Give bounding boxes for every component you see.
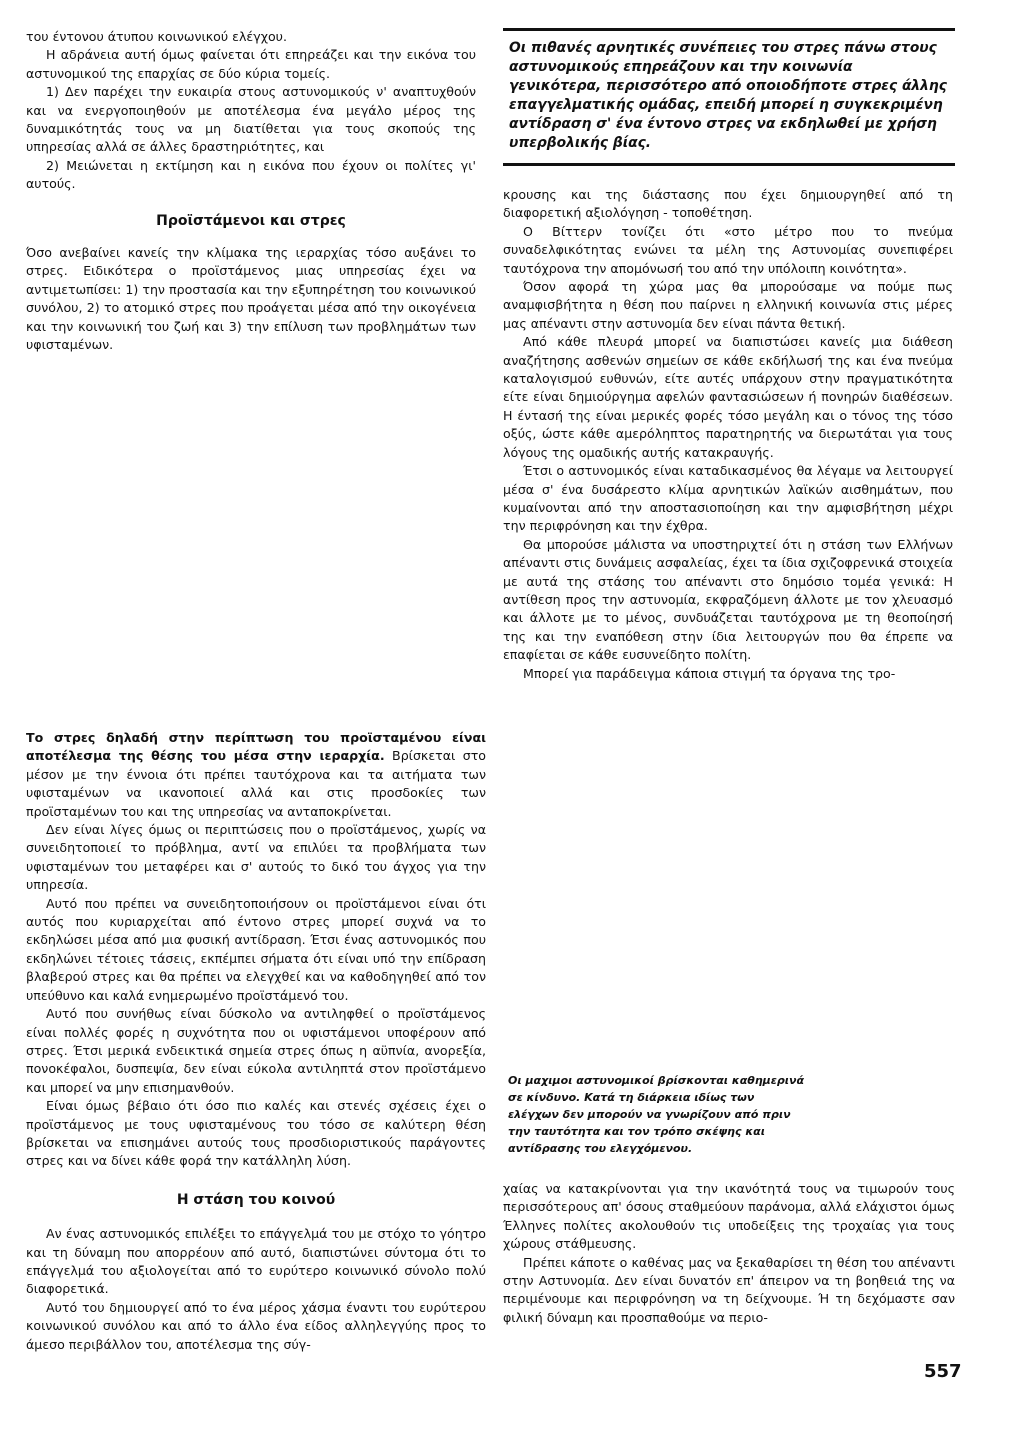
lead-in-text: Βρίσκεται στο μέσον με την έννοια ότι πρέπει ταυτόχρονα και τα αιτήματα των υφισταμένων να ικανοποιεί αλλά και στις προσδοκίες των προϊσταμένων του και της υπηρεσίας να ανταποκρίνεται. xyxy=(26,748,486,819)
column-top-right xyxy=(503,186,953,683)
paragraph: 2) Μειώνεται η εκτίμηση και η εικόνα που έχουν οι πολίτες γι' αυτούς. xyxy=(26,157,476,192)
paragraph: Αυτό που συνήθως είναι δύσκολο να αντιληφθεί ο προϊστάμενος είναι πολλές φορές η συχνότητα που οι υφιστάμενοι υποφέρουν από στρες. Έτσι μερικά ενδεικτικά σημεία στρες όπως η αϋπνία, ανορεξία, πονοκέφαλοι, δυσπεψία, δεν είναι εύκολα αντιληπτά στον προϊστάμενο και μπορεί να μην επισημανθούν. xyxy=(26,1006,486,1095)
paragraph: Έτσι ο αστυνομικός είναι καταδικασμένος θα λέγαμε να λειτουργεί μέσα σ' ένα δυσάρεστο κλίμα αρνητικών λαϊκών αισθημάτων, που κυμαίνονται από την αποστασιοποίηση και την αμφισβήτηση μέχρι την περιφρόνηση και την έχθρα. xyxy=(503,463,953,534)
section-heading: Προϊστάμενοι και στρες xyxy=(156,212,346,229)
paragraph: Θα μπορούσε μάλιστα να υποστηριχτεί ότι η στάση των Ελλήνων απέναντι στις δυνάμεις ασφαλείας, έχει τα ίδια σχιζοφρενικά στοιχεία με αυτά της στάσης του απέναντι στο δημόσιο τομέα γενικά: Η αντίθεση προς την αστυνομία, εκφραζόμενη άλλοτε με τον χλευασμό και άλλοτε με το μένος, συνδυάζεται ταυτόχρονα με τη θεοποίησή της και την εναπόθεση στην ίδια λειτουργών που θα έπρεπε να επαφίεται σε κάθε ευσυνείδητο πολίτη. xyxy=(503,536,953,663)
paragraph: Δεν είναι λίγες όμως οι περιπτώσεις που ο προϊστάμενος, χωρίς να συνειδητοποιεί το πρόβλημα, αντί να επιλύει τα προβλήματα των υφισταμένων του μεταφέρει και σ' αυτούς το δικό του άγχος για την υπηρεσία. xyxy=(26,822,486,893)
paragraph: του έντονου άτυπου κοινωνικού ελέγχου. xyxy=(26,29,287,44)
photo-caption: Οι μαχιμοι αστυνομικοί βρίσκονται καθημερινά σε κίνδυνο. Κατά τη διάρκεια ιδίως των ελέγχων δεν μπορούν να γνωρίζουν από πριν την ταυτότητα και τον τρόπο σκέψης και αντίδρασης του ελεγχόμενου. xyxy=(508,1074,805,1155)
lead-in-bold: Το στρες δηλαδή στην περίπτωση του προϊσταμένου είναι αποτέλεσμα της θέσης του μέσα στην ιεραρχία. xyxy=(26,730,486,764)
paragraph: Ο Βίττερν τονίζει ότι «στο μέτρο που το πνεύμα συναδελφικότητας ενώνει τα μέλη της Αστυνομίας συνεπιφέρει ταυτόχρονα την απομόνωσή του από την υπόλοιπη κοινότητα». xyxy=(503,223,953,276)
paragraph: Η αδράνεια αυτή όμως φαίνεται ότι επηρεάζει και την εικόνα του αστυνομικού της επαρχίας σε δύο κύρια τομείς. xyxy=(26,47,476,81)
column-top-left xyxy=(26,28,476,355)
section-heading: Η στάση του κοινού xyxy=(176,1191,336,1208)
paragraph: 1) Δεν παρέχει την ευκαιρία στους αστυνομικούς ν' αναπτυχθούν και να ενεργοποιηθούν με αποτέλεσμα ένα μεγάλο μέρος της δυναμικότητάς τους να μη διατίθεται για τους σκοπούς της υπηρεσίας αλλά σε άλλες δραστηριότητες, και xyxy=(26,84,476,155)
paragraph: Πρέπει κάποτε ο καθένας μας να ξεκαθαρίσει τη θέση του απέναντι στην Αστυνομία. Δεν είναι δυνατόν επ' άπειρον να τη βοηθειά της να περιμένουμε και περιφρόνηση να τη δείχνουμε. Ή τη δεχόμαστε σαν φιλική δύναμη και προσπαθούμε να περιο- xyxy=(503,1254,955,1325)
paragraph: Όσο ανεβαίνει κανείς την κλίμακα της ιεραρχίας τόσο αυξάνει το στρες. Ειδικότερα ο προϊστάμενος μιας υπηρεσίας έχει να αντιμετωπίσει: 1) την προστασία και την εξυπηρέτηση του κοινωνικού συνόλου, 2) το ατομικό στρες που προάγεται μέσα από την οικογένεια και την κοινωνική του ζωή και 3) την επίλυση των προβλημάτων των υφισταμένων. xyxy=(26,245,476,353)
paragraph: Όσον αφορά τη χώρα μας θα μπορούσαμε να πούμε πως αναμφισβήτητα η θέση που παίρνει η ελληνική κοινωνία στις μέρες μας απέναντι στην αστυνομία δεν είναι πάντα θετική. xyxy=(503,279,953,331)
paragraph: Αυτό του δημιουργεί από το ένα μέρος χάσμα έναντι του ευρύτερου κοινωνικού συνόλου και από το άλλο ένα είδος αλληλεγγύης προς το άμεσο περιβάλλον του, αποτέλεσμα της σύγ- xyxy=(26,1299,486,1352)
paragraph: κρουσης και της διάστασης που έχει δημιουργηθεί από τη διαφορετική αξιολόγηση - τοποθέτηση. xyxy=(503,187,953,221)
paragraph: χαίας να κατακρίνονται για την ικανότητά τους να τιμωρούν τους περισσότερους απ' όσους σταθμεύουν παράνομα, αλλά ελάχιστοι όμως Έλληνες πολίτες ακολουθούν τις υποδείξεις της τροχαίας για τους χώρους στάθμευσης. xyxy=(503,1181,955,1252)
pull-quote: Οι πιθανές αρνητικές συνέπειες του στρες πάνω στους αστυνομικούς επηρεάζουν και την κοινωνία γενικότερα, περισσότερο από οποιοδήποτε στρες άλλης επαγγελματικής ομάδας, επειδή μπορεί η συγκεκριμένη αντίδραση σ' ένα έντονο στρες να εκδηλωθεί με χρήση υπερβολικής βίας. xyxy=(503,28,955,166)
paragraph xyxy=(26,729,486,821)
page-number: 557 xyxy=(924,1361,962,1382)
paragraph: Είναι όμως βέβαιο ότι όσο πιο καλές και στενές σχέσεις έχει ο προϊστάμενος με τους υφισταμένους του τόσο σε καλύτερη θέση βρίσκεται να επισημάνει αυτούς τους προσδιοριστικούς παράγοντες στρες και να δίνει κάθε φορά την κατάλληλη λύση. xyxy=(26,1098,486,1169)
column-bottom-right xyxy=(503,1180,955,1327)
paragraph: Από κάθε πλευρά μπορεί να διαπιστώσει κανείς μια διάθεση αναζήτησης ασθενών σημείων σε κάθε εκδήλωσή της και ένα πνεύμα καταλογισμού ευθυνών, είτε αυτές υπάρχουν στην πραγματικότητα είτε είναι δημιούργημα αφελών φαντασιώσεων ή πονηρών διαθέσεων. Η έντασή της είναι μερικές φορές τόσο μεγάλη και ο τόνος της τόσο οξύς, ώστε κάθε αμερόληπτος παρατηρητής να διερωτάται για τους λόγους της ομαδικής αυτής κατακραυγής. xyxy=(503,334,953,460)
paragraph: Αν ένας αστυνομικός επιλέξει το επάγγελμά του με στόχο το γόητρο και τη δύναμη που απορρέουν από αυτό, διαπιστώνει σύντομα ότι το επάγγελμά του αξιολογείται από το ευρύτερο κοινωνικό σύνολο πολύ διαφορετικά. xyxy=(26,1226,486,1297)
column-bottom-left xyxy=(26,729,486,1354)
paragraph: Αυτό που πρέπει να συνειδητοποιήσουν οι προϊστάμενοι είναι ότι αυτός που κυριαρχείται από έντονο στρες μπορεί συχνά να το εκδηλώσει μέσα από μια φυσική αντίδραση. Έτσι ένας αστυνομικός που εκδηλώνει τέτοιες τάσεις, εκπέμπει σήματα ότι είναι υπό την επίδραση βλαβερού στρες και θα πρέπει να ελεγχθεί και να καθοδηγηθεί από τον υπεύθυνο και καλά ενημερωμένο προϊστάμενό του. xyxy=(26,895,486,1003)
paragraph: Μπορεί για παράδειγμα κάποια στιγμή τα όργανα της τρο- xyxy=(523,665,896,681)
